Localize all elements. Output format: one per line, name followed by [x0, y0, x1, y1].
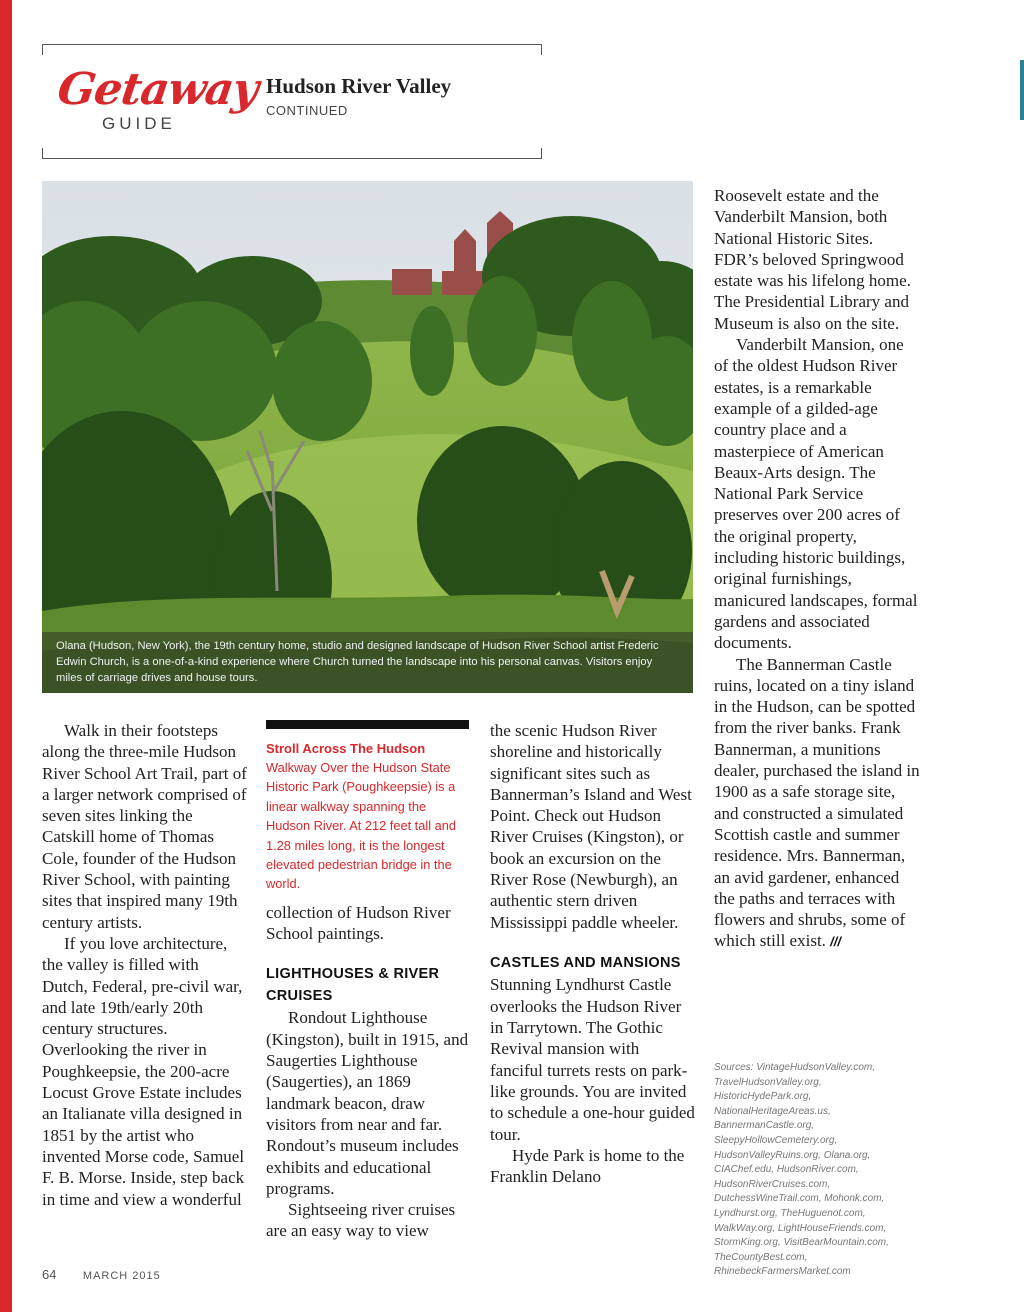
- olana-photo: [42, 181, 693, 693]
- section-title: Hudson River Valley: [266, 74, 452, 98]
- getaway-logo: Getaway: [54, 64, 261, 115]
- right-edge-marker: [1020, 60, 1024, 120]
- header-frame-corner: [541, 44, 542, 55]
- page-number: 64: [42, 1267, 57, 1282]
- landscape-illustration: [42, 181, 693, 693]
- page-footer: [42, 1266, 161, 1284]
- sidebar-body: Walkway Over the Hudson State Historic Park (Poughkeepsie) is a linear walkway spanning the Hudson River. At 212 feet tall and 1.28 miles long, it is the longest elevated pedestrian bridge in the world.: [266, 760, 456, 892]
- sidebar-rule: [266, 720, 469, 729]
- paragraph: Rondout Lighthouse (Kingston), built in 1915, and Saugerties Lighthouse (Saugerties), an 1869 landmark beacon, draw visitors from near and far. Rondout’s museum includes exhibits and educational programs.: [266, 1008, 469, 1198]
- paragraph: the scenic Hudson River shoreline and historically significant sites such as Bannerman’s Island and West Point. Check out Hudson River Cruises (Kingston), or book an excursion on the River Rose (Newburgh), an authentic stern driven Mississippi paddle wheeler.: [490, 721, 692, 932]
- header-frame-top: [42, 44, 542, 45]
- paragraph: collection of Hudson River School paintings.: [266, 902, 451, 944]
- paragraph: Sightseeing river cruises are an easy way to view: [266, 1200, 456, 1241]
- paragraph: Vanderbilt Mansion, one of the oldest Hudson River estates, is a remarkable example of a gilded-age country place and a masterpiece of American Beaux-Arts design. The National Park Service preserves over 200 acres of the original property, including historic buildings, original furnishings, manicured landscapes, formal gardens and associated documents.: [714, 335, 918, 653]
- column-1: [42, 720, 248, 1210]
- issue-date: MARCH 2015: [82, 1270, 161, 1282]
- section-heading: LIGHTHOUSES & RIVER CRUISES: [266, 966, 440, 1004]
- paragraph: Walk in their footsteps along the three-mile Hudson River School Art Trail, part of a larger network comprised of seven sites linking the Catskill home of Thomas Cole, founder of the Hudson River School, with painting sites that inspired many 19th century artists.: [42, 721, 247, 932]
- sources-list: Sources: VintageHudsonValley.com, TravelHudsonValley.org, HistoricHydePark.org, NationalHeritageAreas.us, BannermanCastle.org, SleepyHollowCemetery.org, HudsonValleyRuins.org, Olana.org, CIAChef.edu, HudsonRiver.com, HudsonRiverCruises.com, DutchessWineTrail.com, Mohonk.com, Lyndhurst.org, TheHuguenot.com, WalkWay.org, LightHouseFriends.com, StormKing.org, VisitBearMountain.com, TheCountyBest.com, RhinebeckFarmersMarket.com: [714, 1062, 889, 1278]
- paragraph: Roosevelt estate and the Vanderbilt Mansion, both National Historic Sites. FDR’s beloved Springwood estate was his lifelong home. The Presidential Library and Museum is also on the site.: [714, 186, 911, 333]
- left-red-bar: [0, 0, 12, 1312]
- photo-caption: Olana (Hudson, New York), the 19th century home, studio and designed landscape of Hudson River School artist Frederic Edwin Church, is a one-of-a-kind experience where Church turned the landscape into his personal canvas. Visitors enjoy miles of carriage drives and house tours.: [42, 632, 693, 693]
- section-heading: CASTLES AND MANSIONS: [490, 954, 681, 971]
- column-3: [490, 720, 696, 1187]
- paragraph-text: The Bannerman Castle ruins, located on a tiny island in the Hudson, can be spotted from the river banks. Frank Bannerman, a munitions dealer, purchased the island in 1900 as a safe storage site, and constructed a simulated Scottish castle and summer residence. Mrs. Bannerman, an avid gardener, enhanced the paths and terraces with flowers and shrubs, some of which still exist.: [714, 654, 920, 951]
- paragraph: Hyde Park is home to the Franklin Delano: [490, 1145, 685, 1187]
- sidebar-title: Stroll Across The Hudson: [266, 741, 426, 756]
- header-frame-bottom: [42, 158, 542, 159]
- header-frame-corner: [42, 44, 43, 55]
- paragraph: Stunning Lyndhurst Castle overlooks the Hudson River in Tarrytown. The Gothic Revival mansion with fanciful turrets rests on park-like grounds. You are invited to schedule a one-hour guided tour.: [490, 975, 695, 1144]
- header-frame-corner: [42, 148, 43, 159]
- header-frame-corner: [541, 148, 542, 159]
- column-2: [266, 720, 472, 1242]
- section-subtitle: CONTINUED: [266, 103, 348, 118]
- paragraph: If you love architecture, the valley is filled with Dutch, Federal, pre-civil war, and late 19th/early 20th century structures. Overlooking the river in Poughkeepsie, the 200-acre Locust Grove Estate includes an Italianate villa designed in 1851 by the artist who invented Morse code, Samuel F. B. Morse. Inside, step back in time and view a wonderful: [42, 933, 245, 1209]
- column-4: [714, 185, 920, 953]
- guide-logo-label: GUIDE: [102, 114, 176, 133]
- paragraph: [714, 654, 920, 953]
- end-mark: ///: [830, 934, 842, 950]
